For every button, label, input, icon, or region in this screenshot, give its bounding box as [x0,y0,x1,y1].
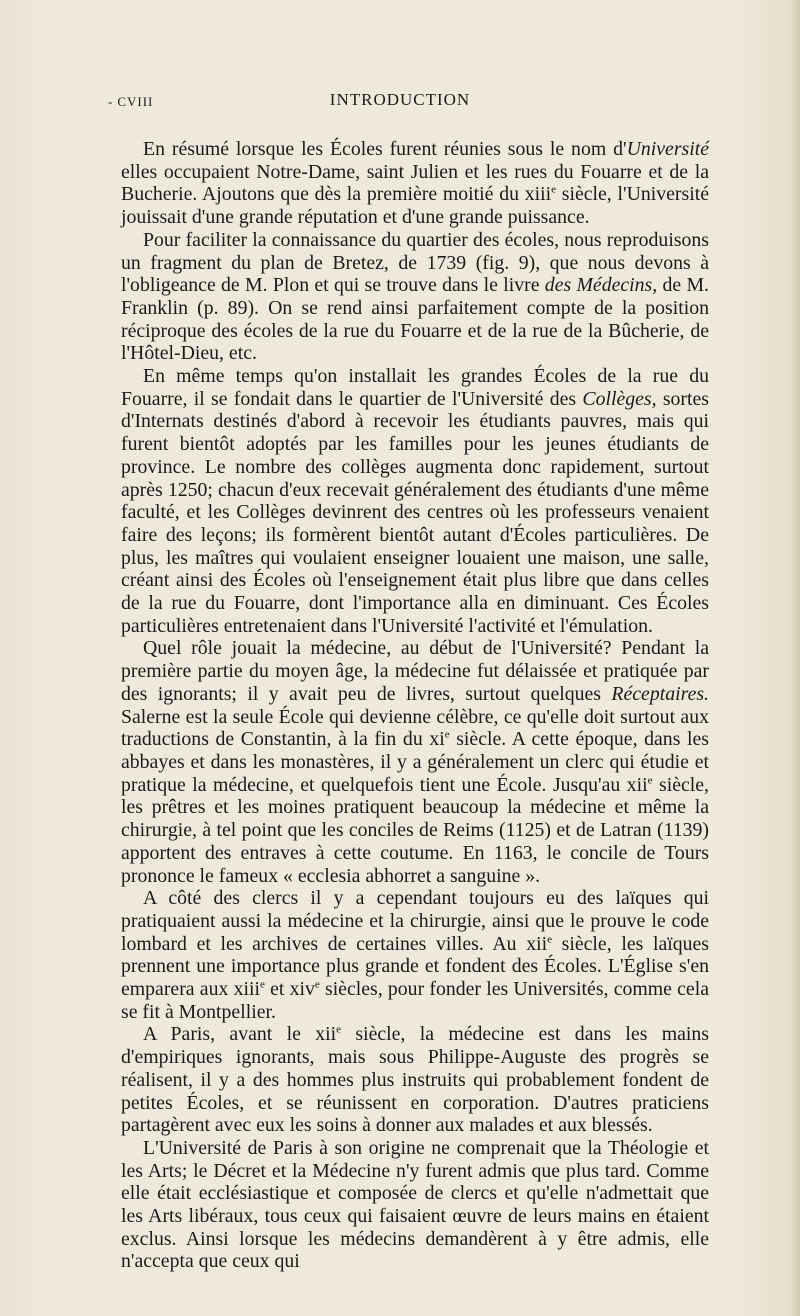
paragraph [121,1137,709,1273]
italic-text: Collèges, [582,387,657,410]
superscript: e [314,978,320,991]
text-run: siècle, les laïques prennent une importance plus grande et fondent des Écoles. L'Église s'en emparera aux xiii [121,932,709,1001]
text-run: En résumé lorsque les Écoles furent réunies sous le nom d' [143,138,627,160]
superscript: e [336,1023,342,1036]
text-run: Salerne est la seule École qui devienne célèbre, ce qu'elle doit surtout aux traductions de Constantin, à la fin du xi [121,705,709,751]
text-run: siècle. A cette époque, dans les abbayes et dans les monastères, il y a généralement un clerc qui étudie et pratique la médecine, et quelquefois tient une École. Jusqu'au xii [121,728,709,796]
text-run: elles occupaient Notre-Dame, saint Julien et les rues du Fouarre et de la Bucherie. Ajoutons que dès la première moitié du xiii [121,160,709,206]
body-text [121,138,709,1273]
text-run: Pour faciliter la connaissance du quartier des écoles, nous reproduisons un fragment du plan de Bretez, de 1739 (fig. 9), que nous devons à l'obligeance de M. Plon et qui se trouve dans le livre [121,228,709,297]
paragraph [121,365,709,637]
running-title: INTRODUCTION [329,90,471,109]
text-run: de M. Franklin (p. 89). On se rend ainsi parfaitement compte de la position réciproque des écoles de la rue du Fouarre et de la rue de la Bûcherie, de l'Hôtel-Dieu, etc. [121,274,709,365]
text-run: En même temps qu'on installait les grandes Écoles de la rue du Fouarre, il se fondait dans le quartier de l'Université des [121,365,709,410]
superscript: e [647,774,653,787]
page-header [0,86,800,116]
text-run: et xiv [264,978,315,1001]
superscript: e [444,728,450,741]
text-run: siècles, pour fonder les Universités, comme cela se fit à Montpellier. [121,978,709,1023]
paragraph [121,229,709,365]
paragraph [121,637,709,887]
text-run: siècle, l'Université jouissait d'une grande réputation et d'une grande puissance. [121,183,709,229]
page-edge-shadow [790,0,800,1316]
superscript: e [551,183,557,196]
page-number: - CVIII [108,94,154,109]
text-run: sortes d'Internats destinés d'abord à recevoir les étudiants pauvres, mais qui furent bientôt adoptés par les familles pour les jeunes étudiants de province. Le nombre des collèges augmenta donc rapidement, surtout après 1250; chacun d'eux recevait généralement des étudiants d'une même faculté, et les Collèges devinrent des centres où les professeurs venaient faire des leçons; ils formèrent bientôt autant d'Écoles particulières. De plus, les maîtres qui voulaient enseigner louaient une maison, une salle, créant ainsi des Écoles où l'enseignement était plus libre que dans celles de la rue du Fouarre, dont l'importance alla en diminuant. Ces Écoles particulières entretenaient dans l'Université l'activité et l'émulation. [121,387,709,637]
superscript: e [259,978,265,991]
text-run: Quel rôle jouait la médecine, au début de l'Université? Pendant la première partie du moyen âge, la médecine fut délaissée et pratiquée par des ignorants; il y avait peu de livres, surtout quelques [121,637,709,705]
text-run: A Paris, avant le xii [143,1023,337,1046]
superscript: e [547,933,553,946]
text-run: siècle, la médecine est dans les mains d'empiriques ignorants, mais sous Philippe-Auguste des progrès se réalisent, il y a des hommes plus instruits qui probablement fondent de petites Écoles, et se réunissent en corporation. D'autres praticiens partagèrent avec eux les soins à donner aux malades et aux blessés. [121,1023,709,1137]
italic-text: des Médecins, [544,274,658,297]
italic-text: Université [626,138,709,160]
text-run: A côté des clercs il y a cependant toujours eu des laïques qui pratiquaient aussi la médecine et la chirurgie, ainsi que le prouve le code lombard et les archives de certaines villes. Au xii [121,887,709,955]
paragraph [121,887,709,1023]
paragraph [121,138,709,229]
italic-text: Réceptaires. [611,682,709,705]
text-run: siècle, les prêtres et les moines pratiquent beaucoup la médecine et même la chirurgie, à tel point que les conciles de Reims (1125) et de Latran (1139) apportent des entraves à cette coutume. En 1163, le concile de Tours prononce le fameux « ecclesia abhorret a sanguine ». [121,773,709,887]
page-number-text: CVIII [117,94,154,109]
paragraph [121,1023,709,1137]
text-run: L'Université de Paris à son origine ne comprenait que la Théologie et les Arts; le Décret et la Médecine n'y furent admis que plus tard. Comme elle était ecclésiastique et composée de clercs et qu'elle n'admettait que les Arts libéraux, tous ceux qui faisaient œuvre de leurs mains en étaient exclus. Ainsi lorsque les médecins demandèrent à y être admis, elle n'accepta que ceux qui [121,1136,709,1273]
